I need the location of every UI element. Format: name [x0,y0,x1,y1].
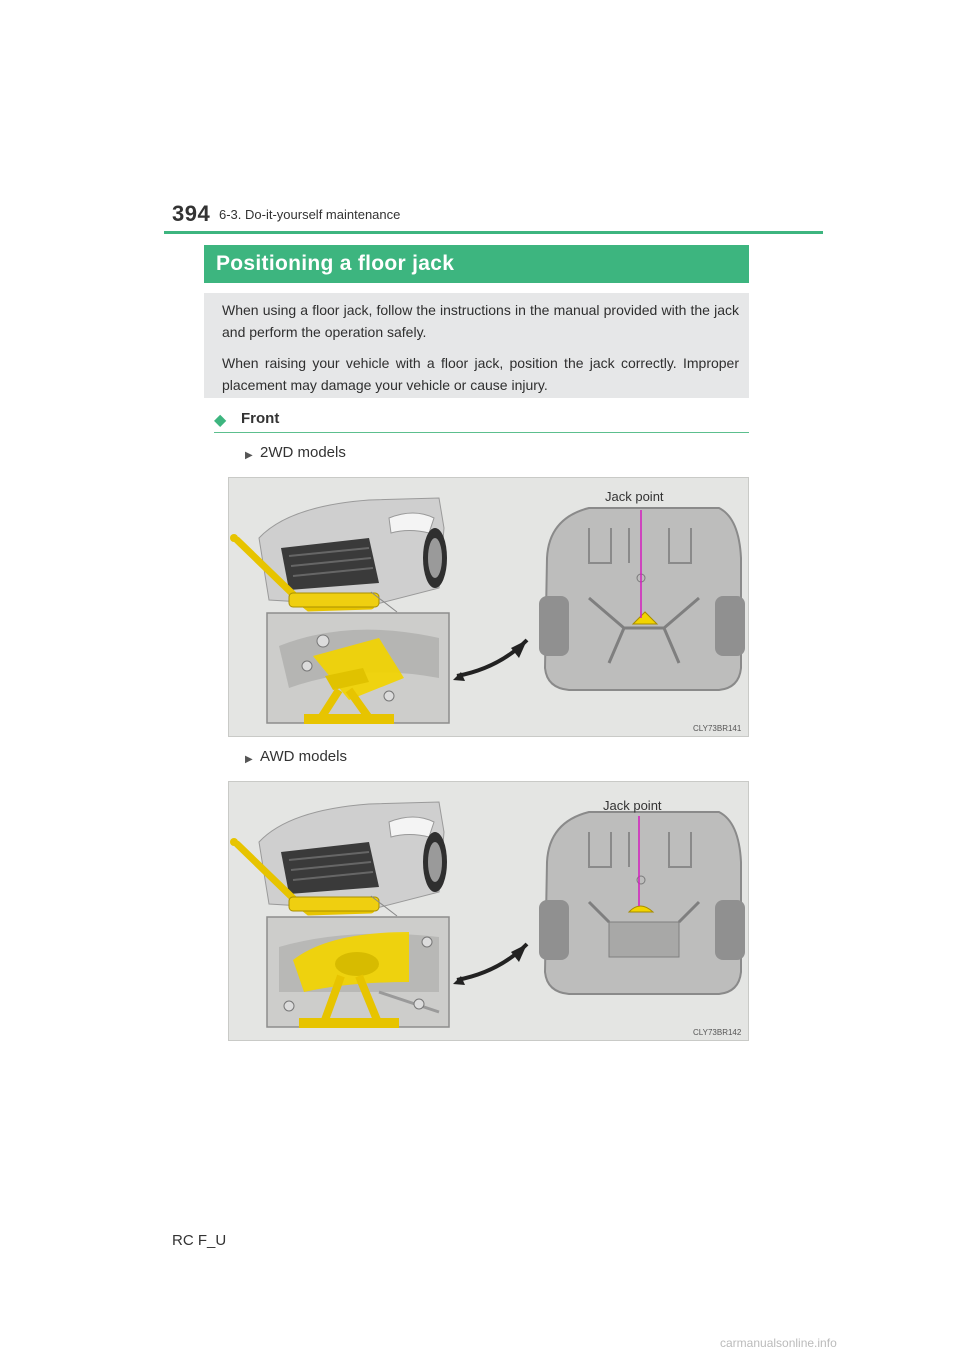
intro-paragraph: When using a floor jack, follow the instructions in the manual provided with the jack and perform the operation safely. [222,302,739,340]
section-title-bar [204,245,749,283]
diamond-bullet-icon: ◆ [214,412,227,429]
section-title: Positioning a floor jack [216,252,455,275]
jack-point-label: Jack point [605,489,664,504]
figure-code: CLY73BR142 [693,1028,742,1037]
page-number: 394 [172,201,211,226]
illustration-2wd [229,478,749,737]
front-heading: Front [241,410,280,427]
figure-awd-jack-point [228,781,749,1041]
footer-model-code: RC F_U [172,1232,227,1249]
triangle-bullet-icon: ▶ [245,754,253,765]
figure-code: CLY73BR141 [693,724,742,733]
figure-2wd-jack-point [228,477,749,737]
triangle-bullet-icon: ▶ [245,450,253,461]
footer-website: carmanualsonline.info [720,1336,837,1350]
jack-point-label: Jack point [603,798,662,813]
model-label-2wd: 2WD models [260,444,346,461]
model-label-awd: AWD models [260,748,347,765]
header-rule [164,231,823,234]
illustration-awd [229,782,749,1041]
section-path: 6-3. Do-it-yourself maintenance [219,207,401,222]
intro-paragraph: When raising your vehicle with a floor jack, position the jack correctly. Improper placement may damage your vehicle or cause injury. [222,355,739,393]
intro-box [204,293,749,398]
front-rule [214,432,749,433]
